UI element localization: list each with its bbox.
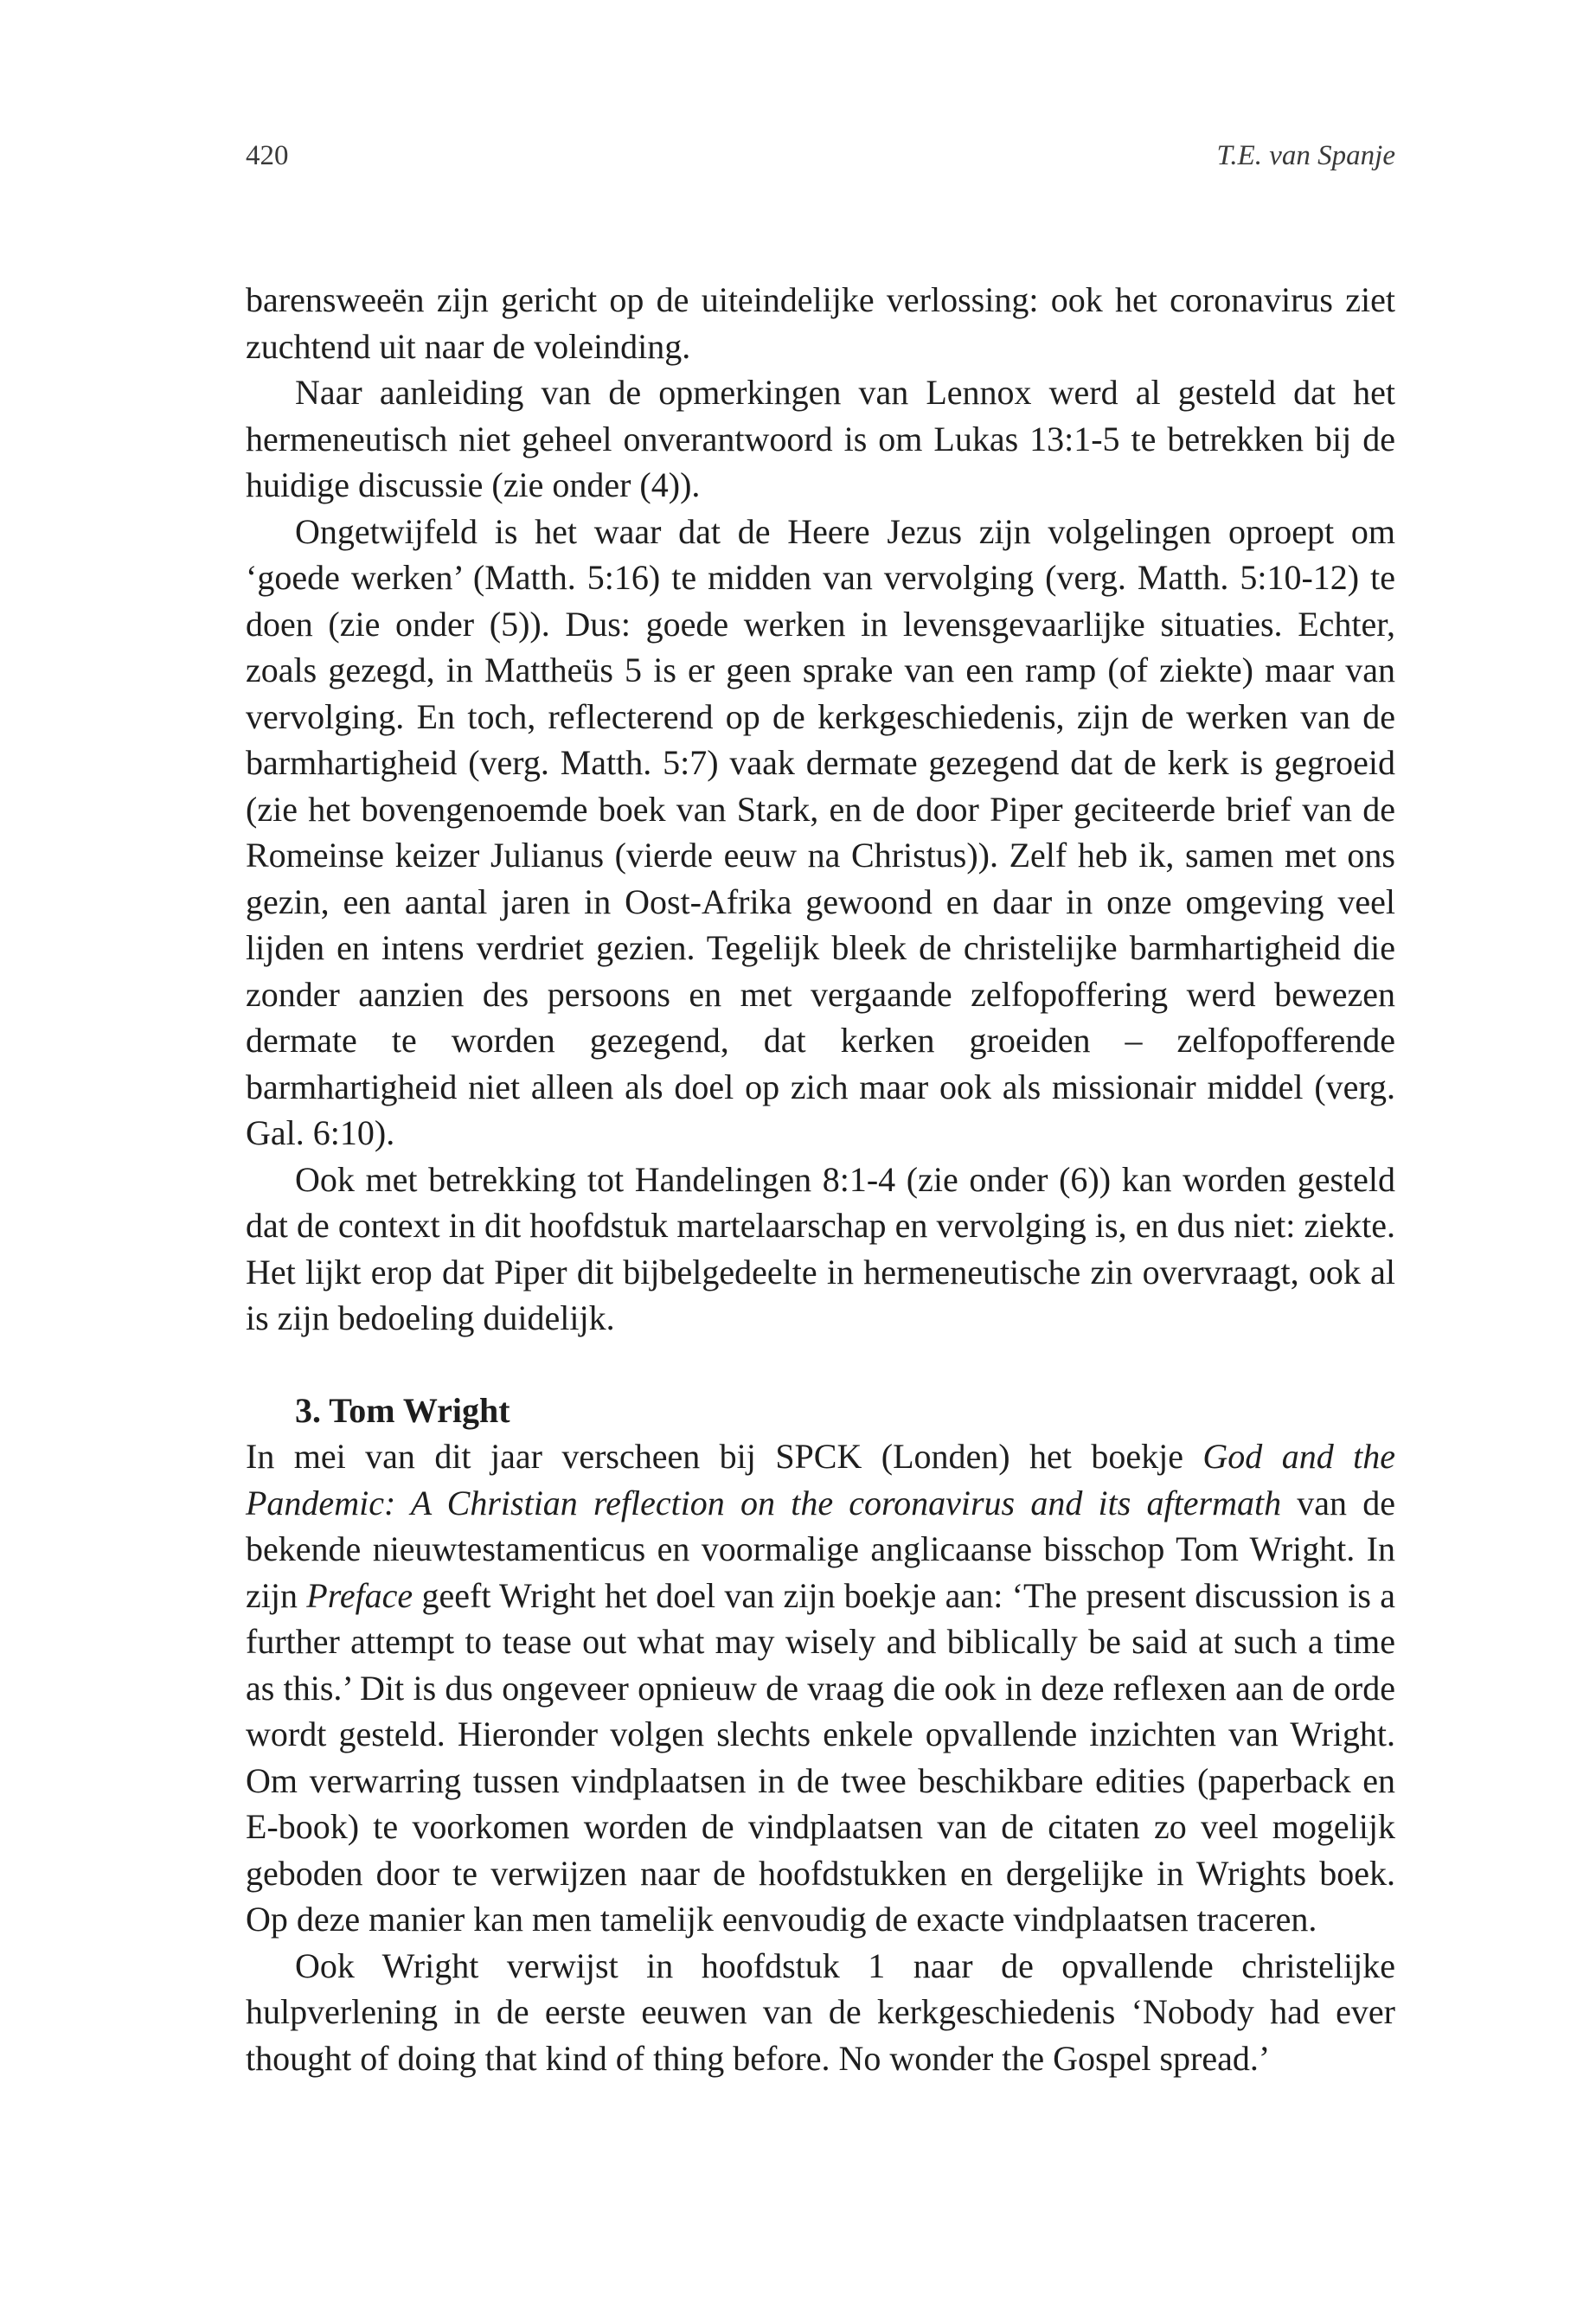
text-run: van de bekende nieuwtestamenticus en voormalige anglicaanse bisschop Tom Wright. In zijn <box>246 1483 1395 1615</box>
text-run: In mei van dit jaar verscheen bij SPCK (Londen) het boekje <box>246 1437 1203 1476</box>
running-author: T.E. van Spanje <box>1216 140 1395 171</box>
text-run: geeft Wright het doel van zijn boekje aan: ‘The present discussion is a further attempt to tease out what may wisely and biblically be said at such a time as this.’ Dit is dus ongeveer opnieuw de vraag die ook in deze reflexen aan de orde wordt gesteld. Hieronder volgen slechts enkele opvallende inzichten van Wright. Om verwarring tussen vindplaatsen in de twee beschikbare edities (paperback en E-book) te voorkomen worden de vindplaatsen van de citaten zo veel mogelijk geboden door te verwijzen naar de hoofdstukken en dergelijke in Wrights boek. Op deze manier kan men tamelijk eenvoudig de exacte vindplaatsen traceren. <box>246 1575 1395 1939</box>
body-text <box>246 277 1395 2081</box>
paragraph-lennox: Naar aanleiding van de opmerkingen van Lennox werd al gesteld dat het hermeneutisch niet geheel onverantwoord is om Lukas 13:1-5 te betrekken bij de huidige discussie (zie onder (4)). <box>246 373 1395 504</box>
running-head <box>246 137 1395 175</box>
paragraph-wright-intro <box>246 1433 1395 1943</box>
paragraph-good-works: Ongetwijfeld is het waar dat de Heere Jezus zijn volgelingen oproept om ‘goede werken’ (Matth. 5:16) te midden van vervolging (verg. Matth. 5:10-12) te doen (zie onder (5)). Dus: goede werken in levensgevaarlijke situaties. Echter, zoals gezegd, in Mattheüs 5 is er geen sprake van een ramp (of ziekte) maar van vervolging. En toch, reflecterend op de kerkgeschiedenis, zijn de werken van de barmhartigheid (verg. Matth. 5:7) vaak dermate gezegend dat de kerk is gegroeid (zie het bovengenoemde boek van Stark, en de door Piper geciteerde brief van de Romeinse keizer Julianus (vierde eeuw na Christus)). Zelf heb ik, samen met ons gezin, een aantal jaren in Oost-Afrika gewoond en daar in onze omgeving veel lijden en intens verdriet gezien. Tegelijk bleek de christelijke barmhartigheid die zonder aanzien des persoons en met vergaande zelfopoffering werd bewezen dermate te worden gezegend, dat kerken groeiden – zelfopofferende barmhartigheid niet alleen als doel op zich maar ook als missionair middel (verg. Gal. 6:10). <box>246 511 1395 1152</box>
paragraph-continuation: barensweeën zijn gericht op de uiteindelijke verlossing: ook het coronavirus ziet zuchtend uit naar de voleinding. <box>246 280 1395 366</box>
paragraph-wright-chapter1: Ook Wright verwijst in hoofdstuk 1 naar de opvallende christelijke hulpverlening in de eerste eeuwen van de kerkgeschiedenis ‘Nobody had ever thought of doing that kind of thing before. No wonder the Gospel spread.’ <box>246 1945 1395 2078</box>
paragraph-acts: Ook met betrekking tot Handelingen 8:1-4 (zie onder (6)) kan worden gesteld dat de context in dit hoofdstuk martelaarschap en vervolging is, en dus niet: ziekte. Het lijkt erop dat Piper dit bijbelgedeelte in hermeneutische zin overvraagt, ook al is zijn bedoeling duidelijk. <box>246 1159 1395 1337</box>
section-heading: 3. Tom Wright <box>295 1390 510 1430</box>
page-number: 420 <box>246 140 289 171</box>
preface-term: Preface <box>306 1575 413 1615</box>
book-title: God and the Pandemic: A Christian reflection on the coronavirus and its aftermath <box>246 1437 1395 1522</box>
